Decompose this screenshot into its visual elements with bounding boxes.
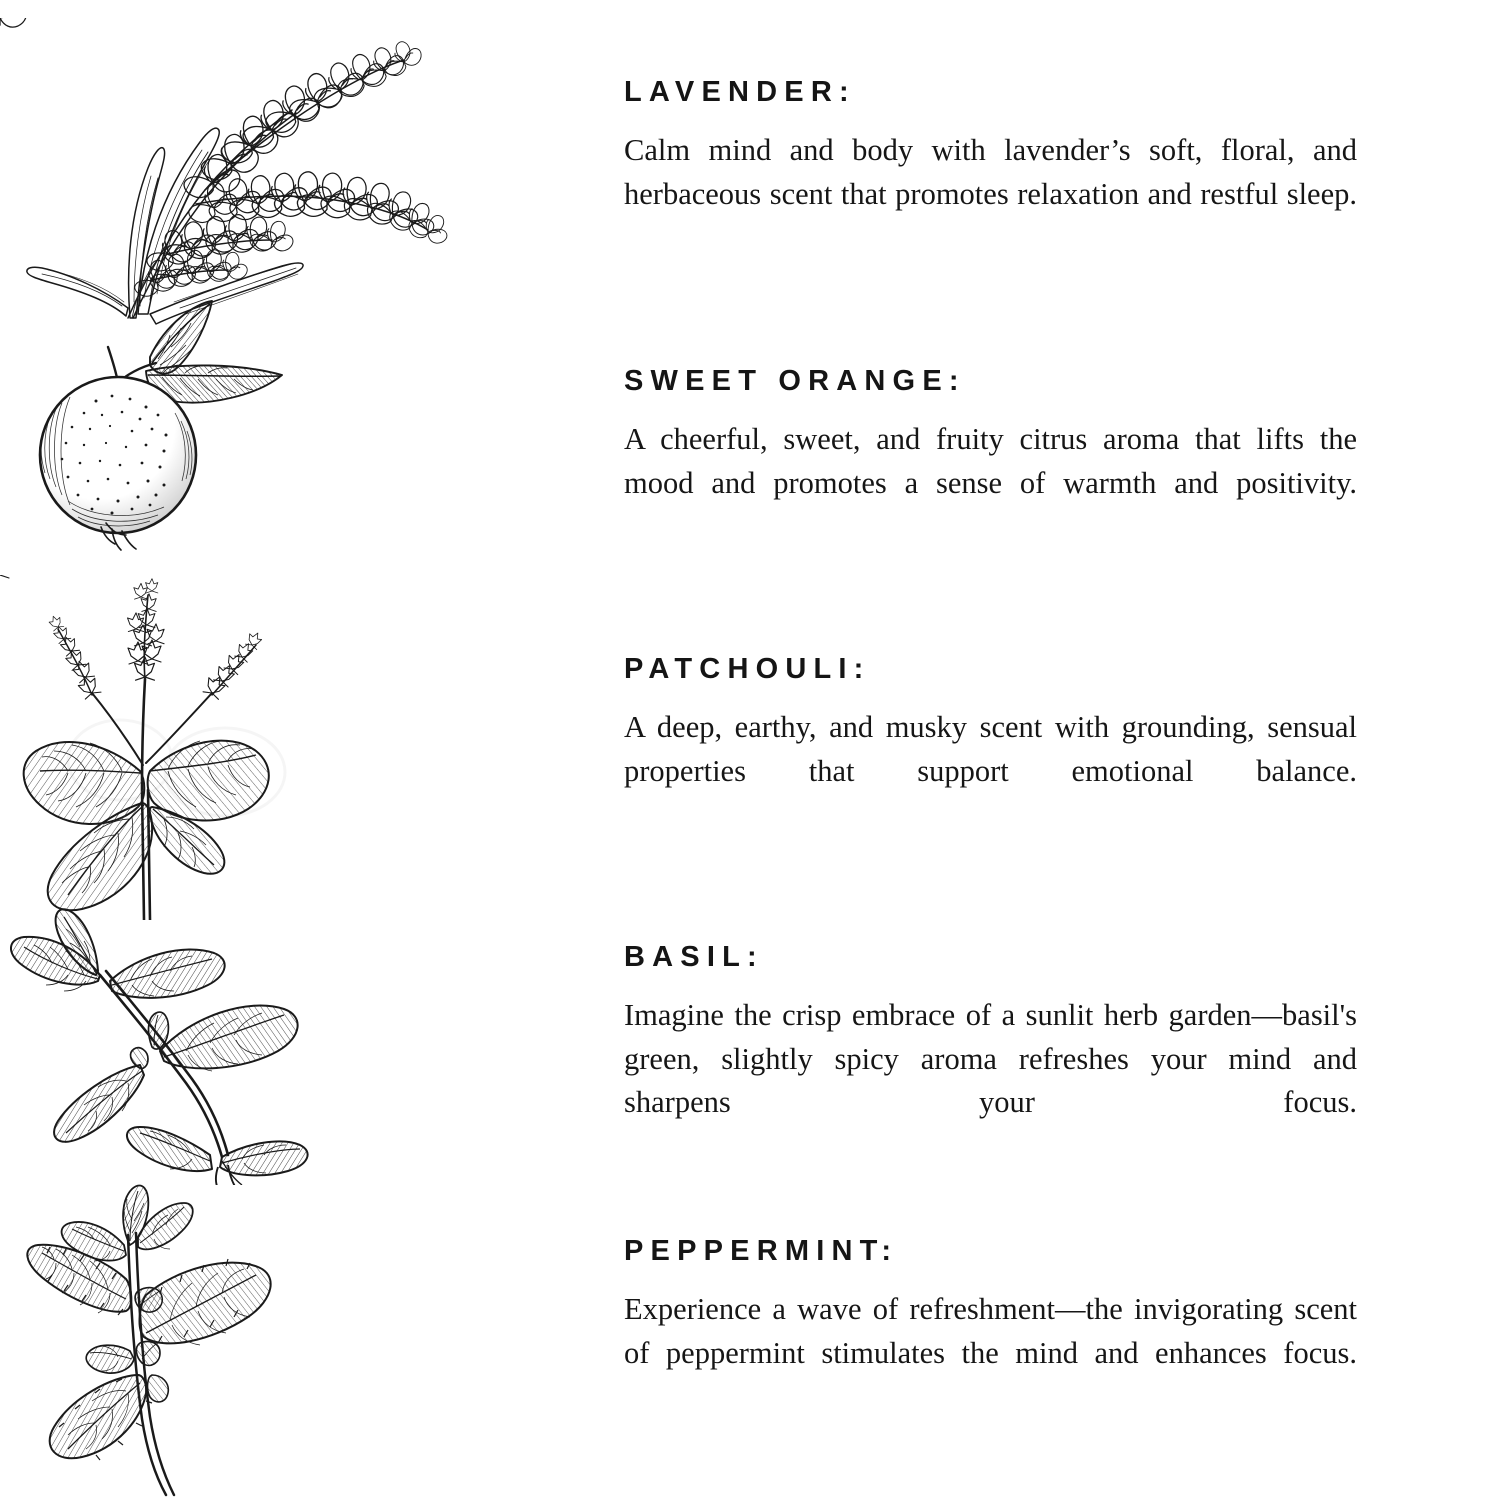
body-peppermint: Experience a wave of refreshment—the invigorating scent of peppermint stimulates the mind and enhances focus. — [624, 1292, 1357, 1370]
heading-patchouli: PATCHOULI: — [624, 653, 871, 685]
heading-peppermint: PEPPERMINT: — [624, 1235, 899, 1267]
peppermint-text — [624, 1237, 1357, 1419]
basil-text — [624, 943, 1357, 1168]
patchouli-plant-illustration — [0, 575, 600, 920]
body-sweet-orange: A cheerful, sweet, and fruity citrus aroma that lifts the mood and promotes a sense of warmth and positivity. — [624, 422, 1357, 500]
lavender-text — [624, 78, 1357, 260]
body-patchouli: A deep, earthy, and musky scent with grounding, sensual properties that support emotional balance. — [624, 710, 1357, 788]
peppermint-sprig-illustration — [0, 1175, 600, 1500]
heading-sweet-orange: SWEET ORANGE: — [624, 365, 966, 397]
sweet-orange-text — [624, 367, 1357, 549]
patchouli-text — [624, 655, 1357, 837]
basil-sprig-illustration — [0, 905, 600, 1185]
sweet-orange-fruit-illustration — [0, 295, 600, 565]
body-basil: Imagine the crisp embrace of a sunlit herb garden—basil's green, slightly spicy aroma refreshes your mind and sharpens your focus. — [624, 998, 1357, 1119]
heading-basil: BASIL: — [624, 941, 764, 973]
body-lavender: Calm mind and body with lavender’s soft, floral, and herbaceous scent that promotes relaxation and restful sleep. — [624, 133, 1357, 211]
lavender-sprig-illustration — [0, 18, 600, 328]
heading-lavender: LAVENDER: — [624, 76, 856, 108]
